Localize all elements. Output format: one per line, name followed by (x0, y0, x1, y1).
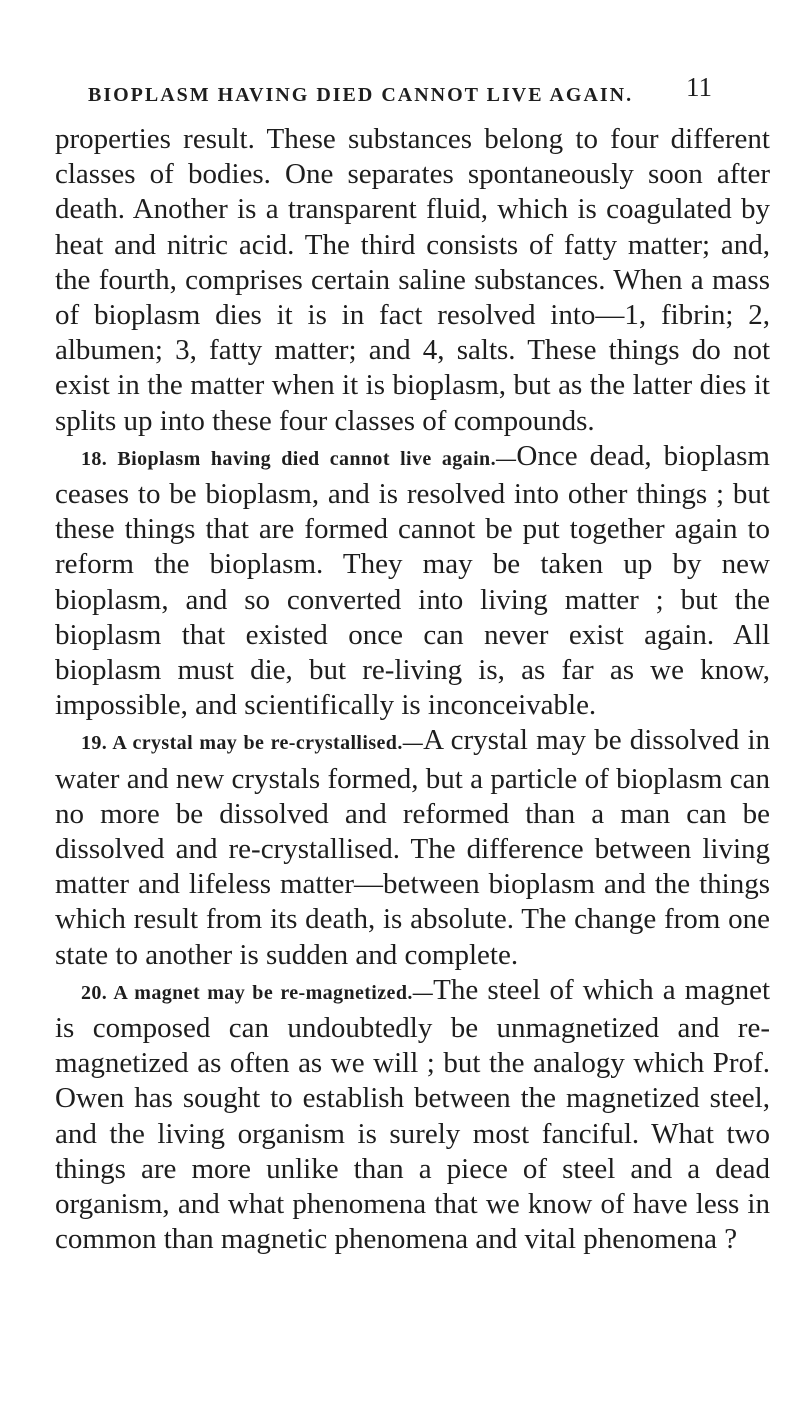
section-19-title: A crystal may be re-crystallised. (112, 732, 403, 755)
section-18-text: Once dead, bioplasm ceases to be bioplasm, and is resolved into other things ; but these things that are formed cannot be put together again to reform the bioplasm. They may be taken up by new bioplasm, and so converted into living matter ; but the bioplasm that existed once can never exist again. All bioplasm must die, but re-living is, as far as we know, impossible, and scientifically is inconceivable. (55, 439, 770, 722)
section-18-number: 18. (81, 447, 108, 470)
page-body (55, 122, 770, 1258)
section-18-title: Bioplasm having died cannot live again. (117, 447, 496, 470)
section-20-number: 20. (81, 981, 108, 1004)
section-19-number: 19. (81, 732, 108, 755)
page-header (88, 70, 712, 110)
section-20 (55, 973, 770, 1258)
section-19-text: A crystal may be dissolved in water and new crystals formed, but a particle of bioplasm can no more be dissolved and reformed than a man can be dissolved and re-crystallised. The difference between living matter and lifeless matter—between bioplasm and the things which result from its death, is absolute. The change from one state to another is sudden and complete. (55, 724, 771, 971)
section-20-heading: 20. A magnet may be re-magnetized.— (81, 981, 434, 1004)
paragraph-continuation: properties result. These substances belong to four different classes of bodies. One separates spontaneously soon after death. Another is a transparent fluid, which is coagulated by heat and nitric acid. The third consists of fatty matter; and, the fourth, comprises certain saline substances. When a mass of bioplasm dies it is in fact resolved into—1, fibrin; 2, albumen; 3, fatty matter; and 4, salts. These things do not exist in the matter when it is bioplasm, but as the latter dies it splits up into these four classes of compounds. (55, 123, 770, 437)
section-18 (55, 439, 770, 724)
section-19-heading: 19. A crystal may be re-crystallised.— (81, 732, 424, 755)
section-20-title: A magnet may be re-magnetized. (113, 981, 413, 1004)
running-head: BIOPLASM HAVING DIED CANNOT LIVE AGAIN. (88, 84, 634, 106)
section-20-text: The steel of which a magnet is composed can undoubtedly be unmagnetized and re-magnetized as often as we will ; but the analogy which Prof. Owen has sought to establish between the magnetized steel, and the living organism is surely most fanciful. What two things are more unlike than a piece of steel and a dead organism, and what phenomena that we know of have less in common than magnetic phenomena and vital phenomena ? (55, 973, 770, 1256)
section-19 (55, 723, 770, 972)
page-number: 11 (686, 72, 712, 102)
section-18-heading: 18. Bioplasm having died cannot live again.— (81, 447, 517, 470)
